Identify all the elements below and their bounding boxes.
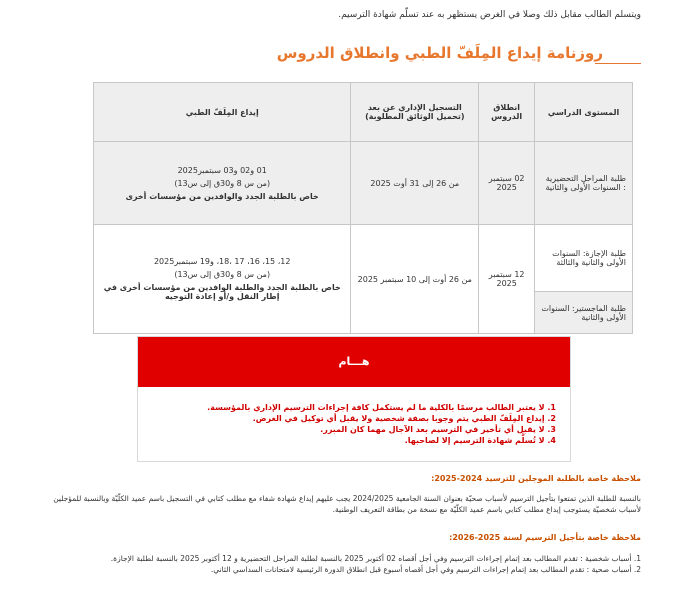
list-item: 1. أسباب شخصية : تقدم المطالب بعد إتمام إجراءات الترسيم وفي أجل أقصاه 02 أكتوبر 2025 بالنسبة لطلبة المراحل التحضيرية و 12 أكتوبر 2025 بالنسبة لطلبة الإجازة. xyxy=(110,554,641,563)
important-heading: هـــام xyxy=(138,337,570,387)
page-title: روزنامة إيداع المِلَفّ الطبي وانطلاق الدروس xyxy=(276,44,603,62)
row1-medical-note: خاص بالطلبة الجدد والوافدين من مؤسسات أخرى xyxy=(125,191,319,201)
row1-registration: من 26 إلى 31 أوت 2025 xyxy=(351,142,479,225)
row1-level: طلبة المراحل التحضيرية : السنوات الأولى والثانية xyxy=(535,142,633,225)
note2-title: ملاحظة خاصة بتأجيل الترسيم لسنة 2025-2026: xyxy=(449,533,641,542)
table-row xyxy=(94,142,633,225)
table-header-row xyxy=(94,83,633,142)
important-notice xyxy=(137,336,571,462)
list-item: 4. لا تُسلَّم شهادة الترسيم إلا لصاحبها. xyxy=(404,436,556,445)
note1-title: ملاحظة خاصة بالطلبة الموجلين للترسيد 2024-2025: xyxy=(431,474,641,483)
row2-level: طلبة الإجازة: السنوات الأولى والثانية والثالثة xyxy=(535,225,633,292)
row1-medical-dates: 01 و02 و03 سبتمبر2025 xyxy=(177,165,267,175)
row2-medical-dates: 12، 15، 16، 17 ،18، و19 سبتمبر2025 xyxy=(153,257,291,266)
header-start: انطلاق الدروس xyxy=(479,83,535,142)
row2-registration: من 26 أوت إلى 10 سبتمبر 2025 xyxy=(351,225,479,334)
header-medical: إيداع المِلَفّ الطبي xyxy=(94,83,351,142)
note2-list xyxy=(81,554,641,576)
title-underline xyxy=(595,63,641,64)
row2-medical xyxy=(94,225,351,334)
schedule-table xyxy=(93,82,633,334)
row3-level: طلبة الماجستير: السنوات الأولى والثانية xyxy=(535,292,633,334)
intro-text: ويتسلم الطالب مقابل ذلك وصلا في الغرض يستظهر به عند تسلّم شهادة الترسيم. xyxy=(338,10,641,20)
list-item: 1. لا يعتبر الطالب مرسمًا بالكلية ما لم يستكمل كافة إجراءات الترسيم الإداري بالمؤسسة. xyxy=(207,403,556,412)
header-registration: التسجيل الإداري عن بعد (تحميل الوثائق المطلوبة) xyxy=(351,83,479,142)
list-item: 3. لا يقبل أي تأخير في الترسيم بعد الآجال مهما كان المبرر. xyxy=(320,425,556,434)
note1-text: بالنسبة للطلبة الذين تمتعوا بتأجيل الترسيم لأسباب صحيّة بعنوان السنة الجامعية 2024/2025 يجب عليهم إيداع شهادة شفاء مع مطلب كتابي في التسجيل باسم عميد الكلّيّة وبالنسبة للمؤجلين لأسباب شخصيّة يستوجب إيداع مطلب كتابي باسم عميد الكلّيّة مع نسخة من بطاقة التعريف الوطنية. xyxy=(53,494,641,514)
important-list xyxy=(156,403,556,447)
row1-medical-hours: (من س 8 و30ق إلى س13) xyxy=(174,178,271,188)
row1-start: 02 سبتمبر 2025 xyxy=(479,142,535,225)
list-item: 2. إيداع المِلَفّ الطبي يتم وجوبا بصفة شخصية ولا يقبل أي توكيل في الغرض. xyxy=(252,414,556,423)
header-level: المستوى الدراسي xyxy=(535,83,633,142)
row2-medical-note: خاص بالطلبة الجدد والطلبة الوافدين من مؤسسات أخرى في إطار النقل و/أو إعادة التوجيه xyxy=(103,283,341,301)
table-row xyxy=(94,225,633,292)
row1-medical xyxy=(94,142,351,225)
list-item: 2. أسباب صحية : تقدم المطالب بعد إتمام إجراءات الترسيم وفي أجل أقصاه أسبوع قبل انطلاق الدورة الرئيسية لامتحانات السداسي الثاني. xyxy=(210,565,641,574)
row2-medical-hours: (من س 8 و30ق إلى س13) xyxy=(174,270,271,279)
row2-start: 12 سبتمبر 2025 xyxy=(479,225,535,334)
